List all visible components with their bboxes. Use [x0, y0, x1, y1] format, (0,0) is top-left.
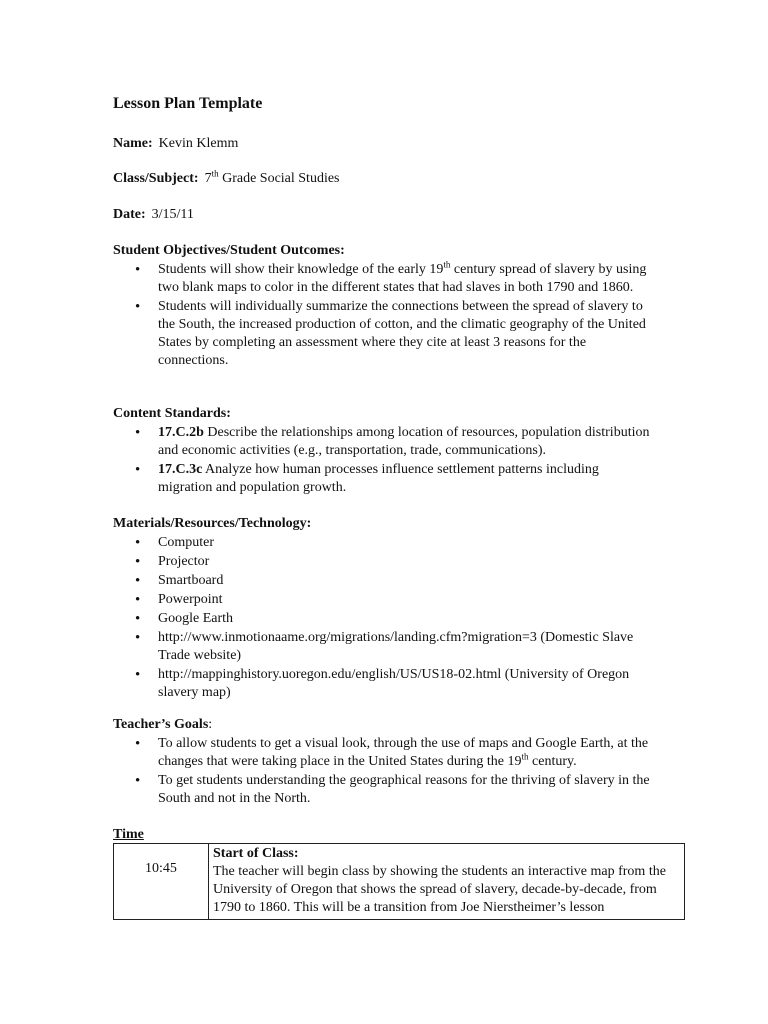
table-row: [114, 844, 685, 920]
activity-heading: Start of Class:: [213, 846, 299, 861]
goals-heading-text: Teacher’s Goals: [113, 717, 209, 732]
time-label: Time: [113, 827, 144, 842]
materials-list: [135, 534, 655, 703]
material-item: • Projector: [135, 553, 655, 571]
objectives-list: [135, 261, 655, 371]
class-subject-grade: 7: [204, 171, 212, 186]
activity-text: The teacher will begin class by showing the students an interactive map from the University of Oregon that shows the spread of slavery, decade-by-decade, from 1790 to 1860. This will be a transition from Joe Nierstheimer’s lesson: [213, 864, 666, 915]
objective-text: Students will show their knowledge of the early 19: [158, 262, 444, 277]
page-title: Lesson Plan Template: [113, 95, 263, 112]
material-item: • Computer: [135, 534, 655, 552]
objective-item: [135, 261, 655, 297]
objective-sup: th: [443, 259, 451, 270]
objective-text: Students will individually summarize the connections between the spread of slavery to the South, the increased production of cotton, and the climatic geography of the United States by completing an assessment where they cite at least 3 reasons for the connections.: [158, 299, 646, 368]
goal-text-cont: century.: [528, 754, 577, 769]
name-value: Kevin Klemm: [158, 136, 239, 151]
goals-heading: [113, 716, 212, 734]
material-link-item: • http://www.inmotionaame.org/migrations/landing.cfm?migration=3 (Domestic Slave Trade website): [135, 629, 655, 665]
standard-text: Analyze how human processes influence settlement patterns including migration and population growth.: [158, 462, 599, 495]
material-item: • Google Earth: [135, 610, 655, 628]
materials-heading: Materials/Resources/Technology:: [113, 516, 312, 531]
date-field: [113, 206, 194, 224]
time-cell: 10:45: [114, 844, 209, 920]
material-item: • Smartboard: [135, 572, 655, 590]
goal-text: To get students understanding the geographical reasons for the thriving of slavery in the South and not in the North.: [158, 773, 650, 806]
activity-cell: [209, 844, 685, 920]
material-link-item: • http://mappinghistory.uoregon.edu/english/US/US18-02.html (University of Oregon slavery map): [135, 666, 655, 702]
material-item: • Powerpoint: [135, 591, 655, 609]
date-label: Date:: [113, 207, 146, 222]
date-value: 3/15/11: [151, 207, 194, 222]
standard-text: Describe the relationships among location of resources, population distribution and economic activities (e.g., transportation, trade, communications).: [158, 425, 650, 458]
name-field: [113, 135, 238, 153]
class-subject-label: Class/Subject:: [113, 171, 199, 186]
goal-text: To allow students to get a visual look, through the use of maps and Google Earth, at the changes that were taking place in the United States during the 19: [158, 736, 649, 769]
goals-list: [135, 735, 655, 809]
standards-list: [135, 424, 655, 498]
class-subject-field: [113, 170, 340, 188]
class-subject-grade-suffix: th: [211, 168, 219, 179]
standard-item: [135, 461, 655, 497]
goal-item: [135, 772, 655, 808]
objectives-heading: Student Objectives/Student Outcomes:: [113, 243, 345, 258]
standard-item: [135, 424, 655, 460]
standard-code: 17.C.3c: [158, 462, 203, 477]
name-label: Name:: [113, 136, 153, 151]
goals-heading-colon: :: [208, 717, 213, 732]
objective-text-cont: century spread of slavery by using two blank maps to color in the different states that had slaves in both 1790 and 1860.: [158, 262, 647, 295]
class-subject-value: Grade Social Studies: [218, 171, 340, 186]
schedule-table: [113, 843, 685, 920]
standard-code: 17.C.2b: [158, 425, 204, 440]
standards-heading: Content Standards:: [113, 406, 231, 421]
goal-item: [135, 735, 655, 771]
objective-item: [135, 298, 655, 370]
goal-sup: th: [521, 751, 529, 762]
